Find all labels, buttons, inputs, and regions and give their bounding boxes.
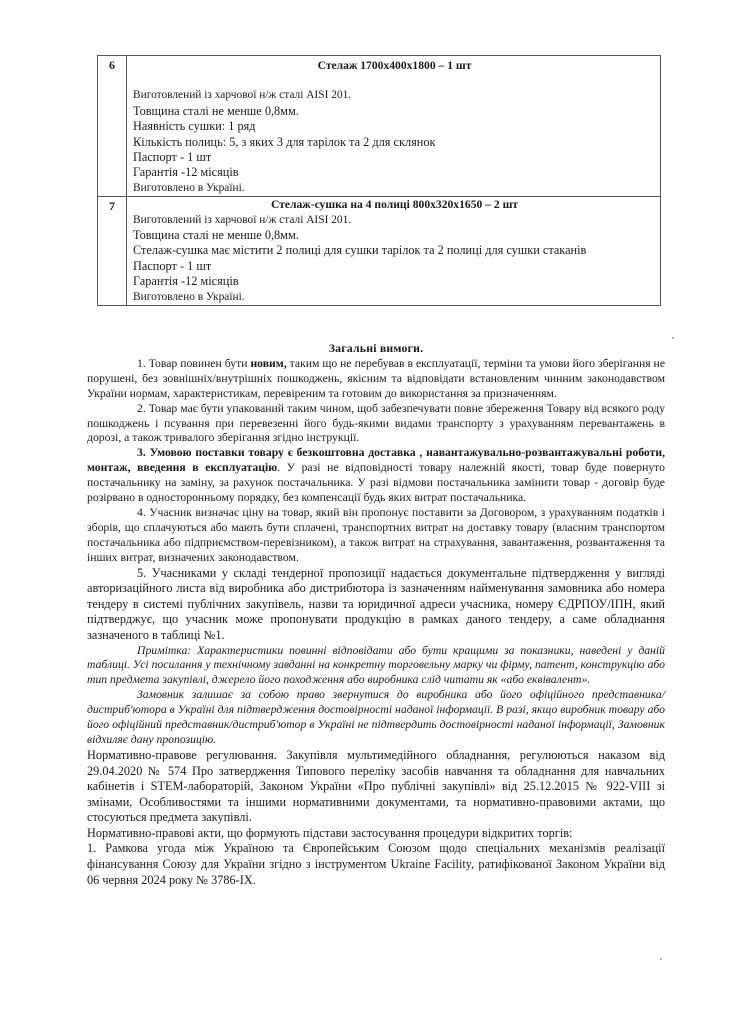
act-1: 1. Рамкова угода між Україною та Європейським Союзом щодо спеціальних механізмів реалізації фінансування Союзу для України згідно з інструментом Ukraine Facility, ратифікованої Законом України від 06 червня 2024 року № 3786-IX. (87, 841, 665, 887)
spec-line: Виготовлено в Україні. (133, 290, 245, 303)
requirement-3 (87, 446, 665, 506)
spec-line: Виготовлений із харчової н/ж сталі AISI 201. (133, 89, 352, 102)
regulation-paragraph: Нормативно-правове регулювання. Закупівля мультимедійного обладнання, регулюються наказом від 29.04.2020 № 574 Про затвердження Типового переліку засобів навчання та обладнання для навчальних кабінетів і STEM-лабораторій, Законом України «Про публічні закупівлі» від 25.12.2015 № 922-VIII зі змінами, Особливостями та іншими нормативними документами, та нормативно-правовими актами, що стосуються предмета закупівлі. (87, 747, 665, 825)
spec-line: Гарантія -12 місяців (133, 165, 239, 180)
spec-line: Товщина сталі не менше 0,8мм. (133, 228, 299, 243)
requirement-1-prefix: 1. Товар повинен бути (137, 356, 251, 370)
requirement-1-bold: новим, (250, 356, 287, 370)
row-content (127, 56, 661, 197)
scan-speck (660, 958, 662, 960)
spec-line: Наявність сушки: 1 ряд (133, 119, 256, 134)
spec-line: Паспорт - 1 шт (133, 258, 212, 273)
requirement-1-text: таким що не перебував в експлуатації, терміни та умови його зберігання не порушені, без зовнішніх/внутрішніх пошкоджень, якісним та відповідати встановленим чинним законодавством України нормам, характеристикам, перевіреним та готовим до використання за призначенням. (87, 356, 666, 400)
requirement-3-text: . У разі не відповідності товару належній якості, товар буде повернуто постачальнику на заміну, за рахунок постачальника. У разі відмови постачальника замінити товар - договір буде розірвано в односторонньому порядку, без компенсації будь яких витрат постачальника. (87, 461, 665, 505)
table-row-6 (98, 56, 661, 197)
requirement-4: 4. Учасник визначає ціну на товар, який він пропонує поставити за Договором, з урахуванням податків і зборів, що сплачуються або мають бути сплачені, транспортних витрат на доставку товару (власним транспортом постачальника або підприємством-перевізником), а також витрат на страхування, завантаження, розвантаження та інших витрат, визначених законодавством. (87, 505, 665, 564)
requirement-1 (87, 357, 665, 402)
acts-intro: Нормативно-правові акти, що формують підстави застосування процедури відкритих торгів: (87, 825, 573, 840)
scan-speck (672, 337, 674, 339)
section-heading: Загальні вимоги. (328, 341, 424, 355)
row-number: 6 (98, 56, 127, 197)
spec-line: Виготовлений із харчової н/ж сталі AISI 201. (133, 213, 352, 226)
row-content (127, 197, 661, 306)
item-title: Стелаж 1700х400х1800 – 1 шт (317, 59, 472, 72)
general-requirements (87, 341, 665, 888)
spec-line: Стелаж-сушка має містити 2 полиці для сушки тарілок та 2 полиці для сушки стаканів (133, 243, 587, 258)
requirement-3-bold: 3. Умовою поставки товару є безкоштовна доставка , навантажувально-розвантажувальні роботи, монтаж, введення в експлуатацію (87, 446, 665, 475)
spec-line: Паспорт - 1 шт (133, 150, 212, 165)
spec-line: Кількість полиць: 5, з яких 3 для тарілок та 2 для склянок (133, 134, 436, 149)
item-title: Стелаж-сушка на 4 полиці 800х320х1650 – 2 шт (270, 198, 519, 212)
requirement-5: 5. Учасниками у складі тендерної пропозиції надається документальне підтвердження у вигляді авторизаційного листа від виробника або дистрибютора із зазначенням найменування замовника або номера тендеру в системі публічних закупівель, назви та юридичної адреси учасника, номеру ЄДРПОУ/ІПН, який підтверджує, що учасник може пропонувати продукцію в рамках даного тендеру, а саме обладнання зазначеного в таблиці №1. (87, 565, 665, 642)
row-number: 7 (98, 197, 127, 306)
requirement-2: 2. Товар має бути упакований таким чином, щоб забезпечувати повне збереження Товару від всякого роду пошкоджень і псування при перевезенні його будь-якими видами транспорту з урахуванням перевантажень в дорозі, а також тривалого зберігання згідно інструкції. (87, 401, 665, 445)
specification-table (97, 55, 661, 306)
table-row-7 (98, 197, 661, 306)
note-2: Замовник залишає за собою право звернутися до виробника або його офіційного представника/дистриб'ютора в Україні для підтвердження достовірності наданої інформації. В разі, якщо виробник товару або його офіційний представник/дистриб'ютор в Україні не підтвердить достовірності наданої інформації, Замовник відхиляє дану пропозицію. (87, 688, 665, 746)
note-1: Примітка: Характеристики повинні відповідати або бути кращими за показники, наведені у даній таблиці. Усі посилання у технічному завданні на конкретну торговельну марку чи фірму, патент, конструкцію або тип предмета закупівлі, джерело його походження або виробника слід читати як «або еквівалент». (87, 643, 665, 687)
spec-line: Гарантія -12 місяців (133, 274, 239, 289)
spec-line: Виготовлено в Україні. (133, 181, 245, 194)
spec-line: Товщина сталі не менше 0,8мм. (133, 103, 299, 118)
